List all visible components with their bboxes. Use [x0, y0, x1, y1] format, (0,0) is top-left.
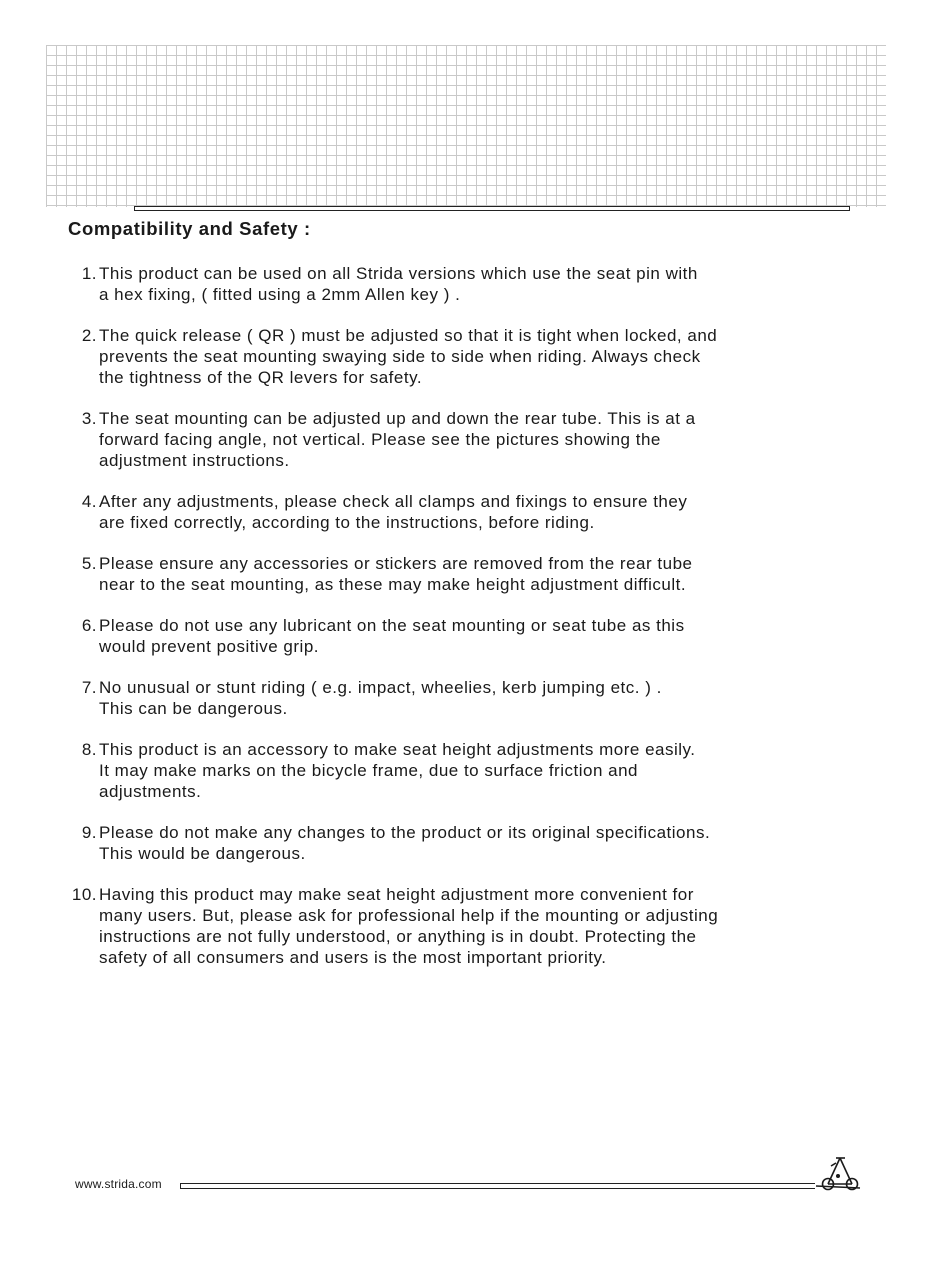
- item-text-line: This can be dangerous.: [99, 699, 288, 718]
- item-text-line: The seat mounting can be adjusted up and down the rear tube. This is at a: [99, 409, 696, 428]
- safety-list-item: [60, 739, 820, 802]
- item-text-line: It may make marks on the bicycle frame, due to surface friction and: [99, 761, 638, 780]
- safety-list-item: [60, 408, 820, 471]
- item-number: 9.: [81, 823, 97, 842]
- item-text-line: the tightness of the QR levers for safety.: [99, 368, 423, 387]
- item-text-line: The quick release ( QR ) must be adjusted so that it is tight when locked, and: [99, 326, 718, 345]
- safety-list-item: [60, 553, 820, 595]
- header-grid-pattern: [46, 45, 886, 207]
- item-text-line: are fixed correctly, according to the instructions, before riding.: [99, 513, 595, 532]
- header-rule-bar: [134, 206, 850, 211]
- item-number: 6.: [81, 616, 97, 635]
- item-text-line: This product is an accessory to make seat height adjustments more easily.: [99, 740, 696, 759]
- safety-list: [60, 263, 820, 988]
- item-number: 4.: [81, 492, 97, 511]
- folding-bicycle-icon: [814, 1152, 862, 1194]
- section-title: Compatibility and Safety :: [68, 218, 311, 239]
- item-text-line: near to the seat mounting, as these may make height adjustment difficult.: [99, 575, 687, 594]
- item-text-line: This product can be used on all Strida versions which use the seat pin with: [99, 264, 698, 283]
- item-number: 3.: [81, 409, 97, 428]
- item-number: 2.: [81, 326, 97, 345]
- safety-list-item: [60, 615, 820, 657]
- safety-list-item: [60, 263, 820, 305]
- item-text-line: After any adjustments, please check all clamps and fixings to ensure they: [99, 492, 688, 511]
- item-number: 1.: [81, 264, 97, 283]
- item-number: 7.: [81, 678, 97, 697]
- footer-url: www.strida.com: [75, 1177, 162, 1191]
- item-number: 5.: [81, 554, 97, 573]
- item-text-line: many users. But, please ask for professional help if the mounting or adjusting: [99, 906, 719, 925]
- item-number: 10.: [71, 885, 97, 904]
- item-text-line: instructions are not fully understood, or anything is in doubt. Protecting the: [99, 927, 697, 946]
- safety-list-item: [60, 884, 820, 968]
- item-text-line: No unusual or stunt riding ( e.g. impact, wheelies, kerb jumping etc. ) .: [99, 678, 662, 697]
- item-text-line: would prevent positive grip.: [99, 637, 320, 656]
- item-text-line: forward facing angle, not vertical. Please see the pictures showing the: [99, 430, 661, 449]
- footer-rule-bar: [180, 1183, 815, 1189]
- item-text-line: adjustments.: [99, 782, 202, 801]
- item-text-line: Please do not use any lubricant on the seat mounting or seat tube as this: [99, 616, 685, 635]
- item-text-line: Having this product may make seat height adjustment more convenient for: [99, 885, 694, 904]
- item-number: 8.: [81, 740, 97, 759]
- item-text-line: adjustment instructions.: [99, 451, 290, 470]
- item-text-line: a hex fixing, ( fitted using a 2mm Allen key ) .: [99, 285, 461, 304]
- item-text-line: safety of all consumers and users is the most important priority.: [99, 948, 607, 967]
- safety-list-item: [60, 822, 820, 864]
- item-text-line: prevents the seat mounting swaying side to side when riding. Always check: [99, 347, 701, 366]
- item-text-line: This would be dangerous.: [99, 844, 306, 863]
- safety-list-item: [60, 325, 820, 388]
- item-text-line: Please ensure any accessories or stickers are removed from the rear tube: [99, 554, 693, 573]
- item-text-line: Please do not make any changes to the product or its original specifications.: [99, 823, 711, 842]
- safety-list-item: [60, 677, 820, 719]
- safety-list-item: [60, 491, 820, 533]
